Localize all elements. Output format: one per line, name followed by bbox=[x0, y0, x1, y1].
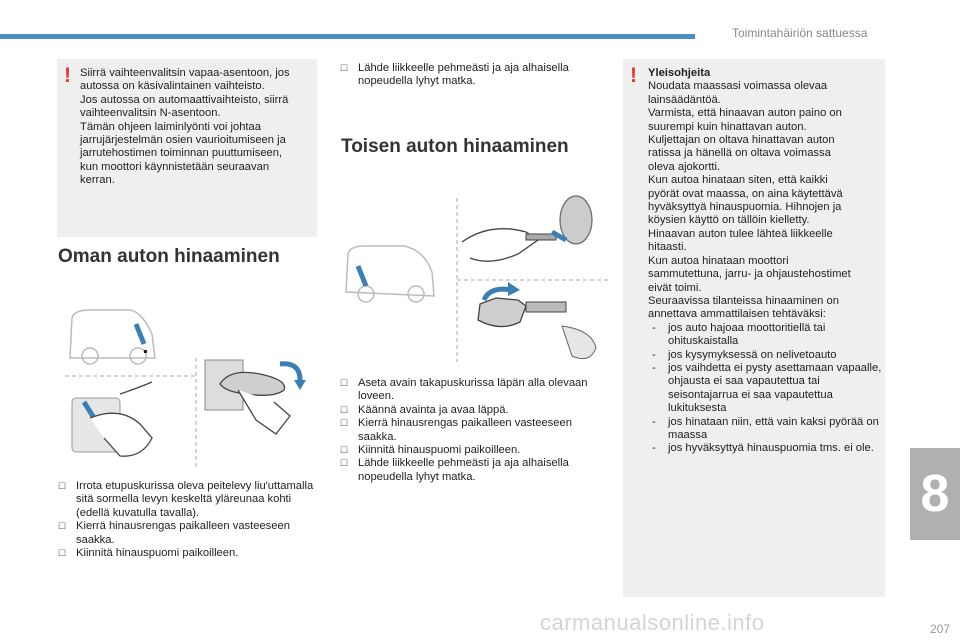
general-line: Kun autoa hinataan moottori bbox=[648, 254, 789, 267]
general-line: eivät toimi. bbox=[648, 281, 702, 294]
warning-line: vaihteenvalitsin N-asentoon. bbox=[80, 107, 221, 120]
step-item: ☐ Käännä avainta ja avaa läppä. bbox=[340, 404, 610, 417]
step-item: ☐ Kierrä hinausrengas paikalleen vasteeseen saakka. bbox=[340, 417, 610, 444]
general-line: annettava ammattilaisen tehtäväksi: bbox=[648, 308, 826, 321]
warning-line: Siirrä vaihteenvalitsin vapaa-asentoon, jos bbox=[80, 67, 290, 79]
warning-line: kun moottori käynnistetään seuraavan bbox=[80, 160, 270, 173]
general-line: Hinaavan auton tulee lähteä liikkeelle bbox=[648, 227, 833, 240]
front-towing-illustration bbox=[60, 298, 320, 470]
general-line: Varmista, että hinaavan auton paino on bbox=[648, 107, 842, 120]
general-line: ratissa ja hänellä on oltava voimassa bbox=[648, 147, 831, 160]
header-accent-bar bbox=[0, 34, 695, 39]
continuation-steps bbox=[340, 62, 610, 89]
warning-line: autossa on käsivalintainen vaihteisto. bbox=[80, 80, 265, 93]
case-item: - jos hinataan niin, että vain kaksi pyörää on maassa bbox=[648, 416, 882, 443]
case-item: - jos vaihdetta ei pysty asettamaan vapaalle, ohjausta ei saa vapautettua tai seisontajarrua ei saa vapautettua lukituksesta bbox=[648, 362, 882, 416]
heading-other-car-towing: Toisen auton hinaaminen bbox=[341, 136, 569, 157]
warning-text bbox=[80, 67, 316, 188]
step-item: ☐ Lähde liikkeelle pehmeästi ja aja alhaisella nopeudella lyhyt matka. bbox=[340, 457, 610, 484]
general-line: Noudata maassasi voimassa olevaa bbox=[648, 80, 828, 93]
warning-line: jarrutehostimen toiminnan puuttumiseen, bbox=[80, 147, 283, 160]
general-line: sammutettuna, jarru- ja ohjaustehostimet bbox=[648, 268, 851, 281]
warning-line: kerran. bbox=[80, 174, 115, 187]
own-car-steps bbox=[58, 480, 316, 560]
watermark: carmanualsonline.info bbox=[540, 610, 765, 635]
general-line: suurempi kuin hinattavan auton. bbox=[648, 120, 807, 133]
step-item: ☐ Kiinnitä hinauspuomi paikoilleen. bbox=[58, 547, 316, 560]
general-line: oleva ajokortti. bbox=[648, 160, 721, 173]
case-item: - jos kysymyksessä on nelivetoauto bbox=[648, 349, 882, 362]
case-item: - jos hyväksyttyä hinauspuomia tms. ei ole. bbox=[648, 442, 882, 455]
warning-line: Tämän ohjeen laiminlyönti voi johtaa bbox=[80, 120, 261, 133]
other-car-steps bbox=[340, 377, 610, 484]
section-title: Toimintahäiriön sattuessa bbox=[732, 26, 868, 40]
warning-exclamation-icon: ! bbox=[630, 64, 637, 87]
step-item: ☐ Kiinnitä hinauspuomi paikoilleen. bbox=[340, 444, 610, 457]
warning-line: Jos autossa on automaattivaihteisto, siirrä bbox=[80, 93, 289, 106]
general-instructions-title: Yleisohjeita bbox=[648, 67, 711, 79]
heading-own-car-towing: Oman auton hinaaminen bbox=[58, 246, 280, 267]
general-line: Kun autoa hinataan siten, että kaikki bbox=[648, 174, 828, 187]
step-item: ☐ Lähde liikkeelle pehmeästi ja aja alhaisella nopeudella lyhyt matka. bbox=[340, 62, 610, 89]
general-instructions-text bbox=[648, 67, 882, 456]
step-item: ☐ Kierrä hinausrengas paikalleen vasteeseen saakka. bbox=[58, 520, 316, 547]
step-item: ☐ Irrota etupuskurissa oleva peitelevy liu'uttamalla sitä sormella levyn keskeltä yläreunaa kohti (edellä kuvatulla tavalla). bbox=[58, 480, 316, 520]
general-line: hitaasti. bbox=[648, 241, 687, 254]
rear-towing-illustration bbox=[340, 192, 610, 364]
step-item: ☐ Aseta avain takapuskurissa läpän alla olevaan loveen. bbox=[340, 377, 610, 404]
general-line: hyväksyttyä hinauspuomia. Hihnojen ja bbox=[648, 201, 842, 214]
chapter-tab: 8 bbox=[910, 448, 960, 540]
general-line: pyörät ovat maassa, on aina käytettävä bbox=[648, 187, 843, 200]
general-line: köysien käyttö on tällöin kielletty. bbox=[648, 214, 810, 227]
warning-exclamation-icon: ! bbox=[64, 64, 71, 87]
case-item: - jos auto hajoaa moottoritiellä tai ohituskaistalla bbox=[648, 322, 882, 349]
page-number: 207 bbox=[929, 622, 950, 636]
general-line: Kuljettajan on oltava hinattavan auton bbox=[648, 134, 835, 147]
warning-line: jarrujärjestelmän osien vaurioitumiseen ja bbox=[80, 134, 286, 147]
general-line: lainsäädäntöä. bbox=[648, 93, 721, 106]
general-line: Seuraavissa tilanteissa hinaaminen on bbox=[648, 294, 839, 307]
professional-towing-cases bbox=[648, 322, 882, 456]
